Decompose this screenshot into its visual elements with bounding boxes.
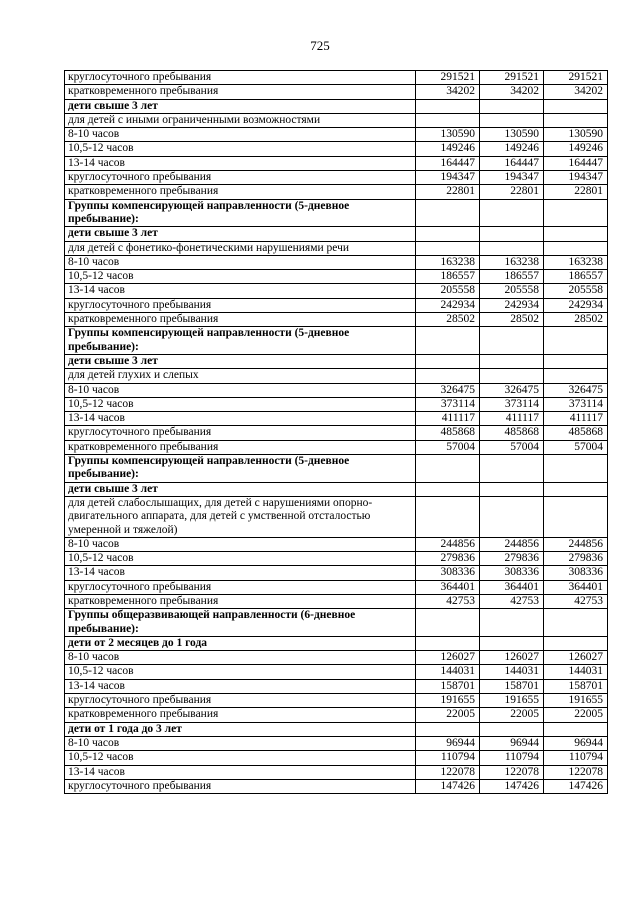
- value-cell-3: 326475: [544, 383, 608, 397]
- row-label: круглосуточного пребывания: [65, 71, 416, 85]
- table-row: [65, 185, 608, 199]
- row-label: 13-14 часов: [65, 566, 416, 580]
- row-label: круглосуточного пребывания: [65, 694, 416, 708]
- value-cell-2: [480, 609, 544, 637]
- row-label: Группы компенсирующей направленности (5-дневное пребывание):: [65, 199, 416, 227]
- value-cell-1: 57004: [416, 440, 480, 454]
- value-cell-2: [480, 722, 544, 736]
- value-cell-2: [480, 636, 544, 650]
- row-label: круглосуточного пребывания: [65, 779, 416, 793]
- category-row: [65, 369, 608, 383]
- value-cell-3: 191655: [544, 694, 608, 708]
- table-row: [65, 694, 608, 708]
- value-cell-3: 28502: [544, 313, 608, 327]
- row-label: для детей слабослышащих, для детей с нарушениями опорно-двигательного аппарата, для детей с умственной отсталостью умеренной и тяжелой): [65, 496, 416, 537]
- value-cell-2: 205558: [480, 284, 544, 298]
- value-cell-1: 244856: [416, 537, 480, 551]
- value-cell-2: 57004: [480, 440, 544, 454]
- row-label: 13-14 часов: [65, 679, 416, 693]
- value-cell-1: 42753: [416, 594, 480, 608]
- subsection-row: [65, 636, 608, 650]
- value-cell-3: 144031: [544, 665, 608, 679]
- value-cell-2: [480, 354, 544, 368]
- value-cell-1: 186557: [416, 270, 480, 284]
- value-cell-3: [544, 369, 608, 383]
- table-row: [65, 412, 608, 426]
- subsection-row: [65, 722, 608, 736]
- value-cell-1: 191655: [416, 694, 480, 708]
- value-cell-1: 22005: [416, 708, 480, 722]
- row-label: 10,5-12 часов: [65, 142, 416, 156]
- value-cell-1: [416, 722, 480, 736]
- value-cell-2: 485868: [480, 426, 544, 440]
- subsection-row: [65, 227, 608, 241]
- table-row: [65, 426, 608, 440]
- table-row: [65, 594, 608, 608]
- section-header-row: [65, 609, 608, 637]
- value-cell-3: 364401: [544, 580, 608, 594]
- value-cell-1: [416, 609, 480, 637]
- value-cell-1: [416, 327, 480, 355]
- value-cell-1: 373114: [416, 397, 480, 411]
- value-cell-3: 291521: [544, 71, 608, 85]
- value-cell-3: [544, 354, 608, 368]
- value-cell-1: 291521: [416, 71, 480, 85]
- value-cell-2: 291521: [480, 71, 544, 85]
- table-row: [65, 156, 608, 170]
- value-cell-3: [544, 227, 608, 241]
- row-label: 13-14 часов: [65, 156, 416, 170]
- row-label: круглосуточного пребывания: [65, 426, 416, 440]
- tariff-table-body: [65, 71, 608, 794]
- row-label: 8-10 часов: [65, 383, 416, 397]
- table-row: [65, 313, 608, 327]
- value-cell-2: 163238: [480, 255, 544, 269]
- value-cell-3: 411117: [544, 412, 608, 426]
- row-label: 10,5-12 часов: [65, 397, 416, 411]
- row-label: 8-10 часов: [65, 736, 416, 750]
- row-label: для детей с иными ограниченными возможностями: [65, 113, 416, 127]
- category-row: [65, 113, 608, 127]
- value-cell-3: 163238: [544, 255, 608, 269]
- value-cell-2: 22005: [480, 708, 544, 722]
- subsection-row: [65, 482, 608, 496]
- value-cell-1: [416, 455, 480, 483]
- table-row: [65, 651, 608, 665]
- value-cell-2: 147426: [480, 779, 544, 793]
- value-cell-3: [544, 455, 608, 483]
- value-cell-1: 122078: [416, 765, 480, 779]
- table-row: [65, 171, 608, 185]
- value-cell-1: 130590: [416, 128, 480, 142]
- value-cell-3: [544, 482, 608, 496]
- value-cell-1: 22801: [416, 185, 480, 199]
- value-cell-1: 158701: [416, 679, 480, 693]
- value-cell-2: 364401: [480, 580, 544, 594]
- value-cell-2: [480, 455, 544, 483]
- row-label: кратковременного пребывания: [65, 440, 416, 454]
- value-cell-1: [416, 227, 480, 241]
- value-cell-2: [480, 327, 544, 355]
- row-label: кратковременного пребывания: [65, 185, 416, 199]
- value-cell-1: 163238: [416, 255, 480, 269]
- value-cell-3: 242934: [544, 298, 608, 312]
- value-cell-3: [544, 99, 608, 113]
- value-cell-3: 308336: [544, 566, 608, 580]
- value-cell-1: 326475: [416, 383, 480, 397]
- value-cell-1: 411117: [416, 412, 480, 426]
- row-label: кратковременного пребывания: [65, 313, 416, 327]
- value-cell-2: [480, 482, 544, 496]
- section-header-row: [65, 199, 608, 227]
- row-label: 10,5-12 часов: [65, 270, 416, 284]
- value-cell-1: 279836: [416, 552, 480, 566]
- value-cell-2: 308336: [480, 566, 544, 580]
- row-label: 8-10 часов: [65, 255, 416, 269]
- value-cell-1: 242934: [416, 298, 480, 312]
- value-cell-1: [416, 482, 480, 496]
- value-cell-2: 242934: [480, 298, 544, 312]
- value-cell-1: 110794: [416, 751, 480, 765]
- value-cell-3: 96944: [544, 736, 608, 750]
- value-cell-1: 164447: [416, 156, 480, 170]
- table-row: [65, 566, 608, 580]
- value-cell-1: [416, 354, 480, 368]
- row-label: дети свыше 3 лет: [65, 227, 416, 241]
- table-row: [65, 298, 608, 312]
- table-row: [65, 765, 608, 779]
- value-cell-2: 158701: [480, 679, 544, 693]
- value-cell-2: [480, 113, 544, 127]
- row-label: кратковременного пребывания: [65, 708, 416, 722]
- row-label: Группы общеразвивающей направленности (6-дневное пребывание):: [65, 609, 416, 637]
- value-cell-3: [544, 636, 608, 650]
- value-cell-1: 126027: [416, 651, 480, 665]
- table-row: [65, 270, 608, 284]
- table-row: [65, 85, 608, 99]
- value-cell-3: [544, 496, 608, 537]
- value-cell-3: 126027: [544, 651, 608, 665]
- table-row: [65, 255, 608, 269]
- value-cell-2: [480, 241, 544, 255]
- value-cell-2: 279836: [480, 552, 544, 566]
- value-cell-2: 122078: [480, 765, 544, 779]
- value-cell-2: 411117: [480, 412, 544, 426]
- row-label: дети от 1 года до 3 лет: [65, 722, 416, 736]
- subsection-row: [65, 354, 608, 368]
- value-cell-3: 158701: [544, 679, 608, 693]
- value-cell-1: 144031: [416, 665, 480, 679]
- value-cell-3: 34202: [544, 85, 608, 99]
- value-cell-3: [544, 199, 608, 227]
- table-row: [65, 580, 608, 594]
- value-cell-2: [480, 99, 544, 113]
- table-row: [65, 128, 608, 142]
- value-cell-3: [544, 241, 608, 255]
- section-header-row: [65, 327, 608, 355]
- value-cell-2: 164447: [480, 156, 544, 170]
- value-cell-3: 194347: [544, 171, 608, 185]
- table-row: [65, 142, 608, 156]
- row-label: 8-10 часов: [65, 651, 416, 665]
- value-cell-3: 130590: [544, 128, 608, 142]
- table-row: [65, 679, 608, 693]
- value-cell-3: 244856: [544, 537, 608, 551]
- value-cell-1: 34202: [416, 85, 480, 99]
- value-cell-3: 110794: [544, 751, 608, 765]
- value-cell-1: [416, 199, 480, 227]
- value-cell-2: 186557: [480, 270, 544, 284]
- value-cell-3: 22801: [544, 185, 608, 199]
- value-cell-1: 147426: [416, 779, 480, 793]
- value-cell-1: [416, 99, 480, 113]
- row-label: 10,5-12 часов: [65, 751, 416, 765]
- row-label: 10,5-12 часов: [65, 552, 416, 566]
- value-cell-2: 194347: [480, 171, 544, 185]
- row-label: круглосуточного пребывания: [65, 298, 416, 312]
- value-cell-1: [416, 496, 480, 537]
- row-label: дети свыше 3 лет: [65, 354, 416, 368]
- value-cell-2: [480, 227, 544, 241]
- row-label: для детей с фонетико-фонетическими нарушениями речи: [65, 241, 416, 255]
- category-row: [65, 496, 608, 537]
- value-cell-2: 42753: [480, 594, 544, 608]
- value-cell-1: 149246: [416, 142, 480, 156]
- value-cell-3: 485868: [544, 426, 608, 440]
- value-cell-1: [416, 369, 480, 383]
- row-label: Группы компенсирующей направленности (5-дневное пребывание):: [65, 327, 416, 355]
- value-cell-2: 326475: [480, 383, 544, 397]
- value-cell-1: 205558: [416, 284, 480, 298]
- value-cell-3: 205558: [544, 284, 608, 298]
- section-header-row: [65, 455, 608, 483]
- row-label: для детей глухих и слепых: [65, 369, 416, 383]
- row-label: 8-10 часов: [65, 537, 416, 551]
- value-cell-1: 96944: [416, 736, 480, 750]
- table-row: [65, 284, 608, 298]
- value-cell-1: [416, 636, 480, 650]
- row-label: 8-10 часов: [65, 128, 416, 142]
- value-cell-2: 110794: [480, 751, 544, 765]
- value-cell-3: [544, 609, 608, 637]
- value-cell-3: 373114: [544, 397, 608, 411]
- page-number: 725: [310, 38, 330, 53]
- table-row: [65, 440, 608, 454]
- row-label: дети от 2 месяцев до 1 года: [65, 636, 416, 650]
- value-cell-2: 34202: [480, 85, 544, 99]
- value-cell-3: 57004: [544, 440, 608, 454]
- value-cell-1: [416, 113, 480, 127]
- value-cell-2: 373114: [480, 397, 544, 411]
- value-cell-3: 149246: [544, 142, 608, 156]
- value-cell-2: 28502: [480, 313, 544, 327]
- value-cell-1: 194347: [416, 171, 480, 185]
- value-cell-3: 122078: [544, 765, 608, 779]
- table-row: [65, 71, 608, 85]
- value-cell-1: 364401: [416, 580, 480, 594]
- category-row: [65, 241, 608, 255]
- value-cell-2: [480, 496, 544, 537]
- table-row: [65, 736, 608, 750]
- value-cell-1: 485868: [416, 426, 480, 440]
- value-cell-3: [544, 327, 608, 355]
- value-cell-3: 186557: [544, 270, 608, 284]
- table-row: [65, 751, 608, 765]
- value-cell-1: [416, 241, 480, 255]
- value-cell-1: 28502: [416, 313, 480, 327]
- row-label: 13-14 часов: [65, 284, 416, 298]
- tariff-table: [64, 70, 608, 794]
- value-cell-2: 126027: [480, 651, 544, 665]
- row-label: кратковременного пребывания: [65, 85, 416, 99]
- row-label: круглосуточного пребывания: [65, 171, 416, 185]
- value-cell-3: 42753: [544, 594, 608, 608]
- row-label: дети свыше 3 лет: [65, 482, 416, 496]
- value-cell-2: [480, 199, 544, 227]
- value-cell-2: [480, 369, 544, 383]
- row-label: Группы компенсирующей направленности (5-дневное пребывание):: [65, 455, 416, 483]
- value-cell-3: 164447: [544, 156, 608, 170]
- row-label: дети свыше 3 лет: [65, 99, 416, 113]
- value-cell-2: 144031: [480, 665, 544, 679]
- subsection-row: [65, 99, 608, 113]
- value-cell-2: 244856: [480, 537, 544, 551]
- row-label: 10,5-12 часов: [65, 665, 416, 679]
- table-row: [65, 383, 608, 397]
- table-row: [65, 779, 608, 793]
- table-row: [65, 537, 608, 551]
- value-cell-2: 22801: [480, 185, 544, 199]
- row-label: 13-14 часов: [65, 412, 416, 426]
- value-cell-2: 96944: [480, 736, 544, 750]
- value-cell-3: [544, 113, 608, 127]
- row-label: 13-14 часов: [65, 765, 416, 779]
- row-label: круглосуточного пребывания: [65, 580, 416, 594]
- table-row: [65, 708, 608, 722]
- value-cell-2: 149246: [480, 142, 544, 156]
- value-cell-3: 22005: [544, 708, 608, 722]
- value-cell-2: 191655: [480, 694, 544, 708]
- value-cell-3: [544, 722, 608, 736]
- table-row: [65, 552, 608, 566]
- value-cell-2: 130590: [480, 128, 544, 142]
- value-cell-3: 147426: [544, 779, 608, 793]
- table-row: [65, 397, 608, 411]
- value-cell-3: 279836: [544, 552, 608, 566]
- table-row: [65, 665, 608, 679]
- value-cell-1: 308336: [416, 566, 480, 580]
- row-label: кратковременного пребывания: [65, 594, 416, 608]
